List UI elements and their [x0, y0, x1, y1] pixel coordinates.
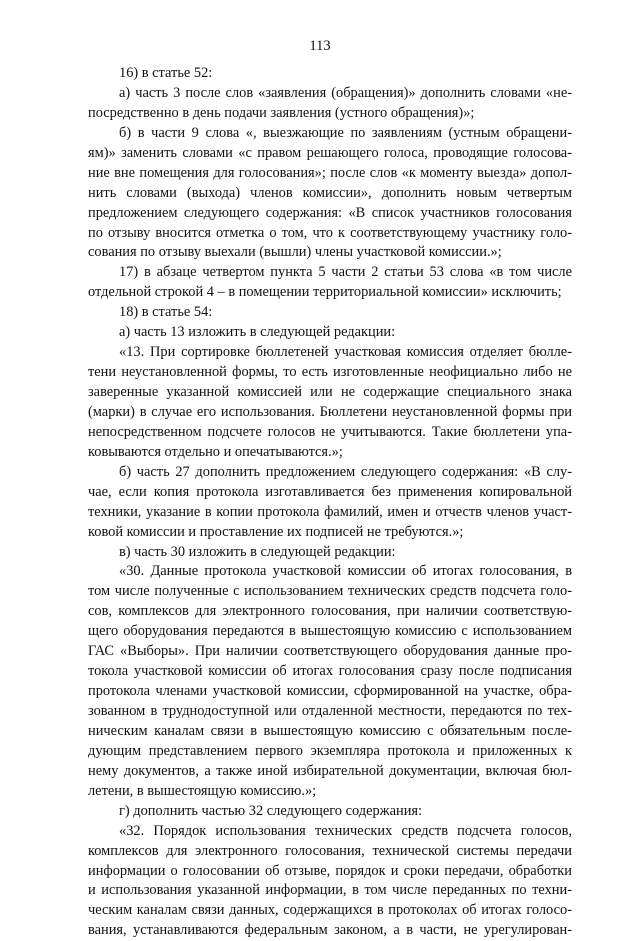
text-line: по отзыву вносится отметка о том, что к соответствующему участнику голо- [88, 224, 572, 241]
text-line: отдельной строкой 4 – в помещении территориальной комиссии» исключить; [88, 284, 562, 301]
text-line: ковываются отдельно и опечатываются.»; [88, 443, 343, 460]
text-line: вания, устанавливаются федеральным законом, а в части, не урегулирован- [88, 922, 572, 939]
text-line: заверенные указанной комиссией или не содержащие специального знака [88, 384, 572, 400]
text-line: тени неустановленной формы, то есть изготовленные неофициально либо не [88, 364, 572, 381]
text-line: непосредственном подсчете голосов не учитываются. Такие бюллетени упа- [88, 423, 572, 440]
text-line: а) часть 13 изложить в следующей редакции: [119, 324, 396, 341]
text-line: 16) в статье 52: [119, 65, 213, 81]
paragraph [88, 263, 572, 303]
text-line: а) часть 3 после слов «заявления (обращения)» дополнить словами «не- [119, 84, 572, 101]
text-line: ГАС «Выборы». При наличии соответствующего оборудования данные про- [88, 643, 572, 660]
paragraph [88, 343, 572, 463]
text-line: нить словами (выхода) членов комиссии», дополнить новым четвертым [88, 184, 572, 201]
text-line: ям)» заменить словами «с правом решающего голоса, проводящие голосова- [88, 144, 572, 161]
text-line: ние вне помещения для голосования»; после слов «к моменту выезда» допол- [88, 164, 572, 181]
text-line: ковой комиссии и проставление их подписей не требуются.»; [88, 523, 464, 540]
text-line: нему документов, а также иной избирательной документации, включая бюл- [88, 762, 572, 779]
text-line: б) в части 9 слова «, выезжающие по заявлениям (устным обращени- [119, 124, 572, 141]
text-line: б) часть 27 дополнить предложением следующего содержания: «В слу- [119, 463, 572, 480]
document-body [88, 64, 572, 941]
text-line: ческим каналам связи данных, содержащихся в протоколах об итогах голосо- [88, 902, 572, 919]
paragraph [88, 323, 572, 343]
paragraph [88, 124, 572, 264]
text-line: 17) в абзаце четвертом пункта 5 части 2 статьи 53 слова «в том числе [119, 264, 572, 281]
text-line: «13. При сортировке бюллетеней участковая комиссия отделяет бюлле- [119, 344, 572, 361]
text-line: протокола членами участковой комиссии, сформированной на участке, обра- [88, 683, 572, 700]
text-line: токола участковой комиссии об итогах голосования сразу после подписания [88, 663, 572, 680]
paragraph [88, 463, 572, 543]
text-line: предложением следующего содержания: «В список участников голосования [88, 204, 572, 221]
paragraph [88, 802, 572, 822]
paragraph [88, 64, 572, 84]
text-line: информации о голосовании об отзыве, порядок и сроки передачи, обработки [88, 862, 572, 879]
text-line: и использования указанной информации, в том числе переданных по техни- [88, 882, 572, 899]
text-line: сов, комплексов для электронного голосования, при наличии соответствую- [88, 603, 572, 620]
text-line: «30. Данные протокола участковой комиссии об итогах голосования, в [119, 563, 572, 580]
paragraph [88, 303, 572, 323]
text-line: «32. Порядок использования технических средств подсчета голосов, [119, 822, 572, 839]
paragraph [88, 822, 572, 941]
text-line: (марки) в случае его использования. Бюллетени неустановленной формы при [88, 403, 572, 420]
paragraph [88, 543, 572, 563]
text-line: зованном в труднодоступной или отдаленной местности, передаются по тех- [88, 703, 572, 719]
paragraph [88, 562, 572, 801]
paragraph [88, 84, 572, 124]
text-line: посредственно в день подачи заявления (устного обращения)»; [88, 104, 475, 121]
text-line: комплексов для электронного голосования, технической системы передачи [88, 842, 572, 859]
text-line: чае, если копия протокола изготавливается без применения копировальной [88, 483, 572, 500]
text-line: дующим представлением первого экземпляра протокола и приложенных к [88, 742, 572, 759]
text-line: г) дополнить частью 32 следующего содержания: [119, 802, 423, 819]
text-line: сования по отзыву выехали (вышли) члены участковой комиссии.»; [88, 244, 502, 261]
text-line: щего оборудования передаются в вышестоящую комиссию с использованием [88, 623, 572, 640]
text-line: техники, указание в копии протокола фамилий, имен и отчеств членов участ- [88, 503, 572, 520]
text-line: летени, в вышестоящую комиссию.»; [88, 782, 317, 799]
text-line: 18) в статье 54: [119, 304, 213, 321]
text-line: том числе полученные с использованием технических средств подсчета голо- [88, 583, 572, 600]
page-number: 113 [309, 38, 331, 54]
text-line: в) часть 30 изложить в следующей редакции: [119, 543, 396, 560]
text-line: ническим каналам связи в вышестоящую комиссию с обязательным после- [88, 722, 572, 739]
